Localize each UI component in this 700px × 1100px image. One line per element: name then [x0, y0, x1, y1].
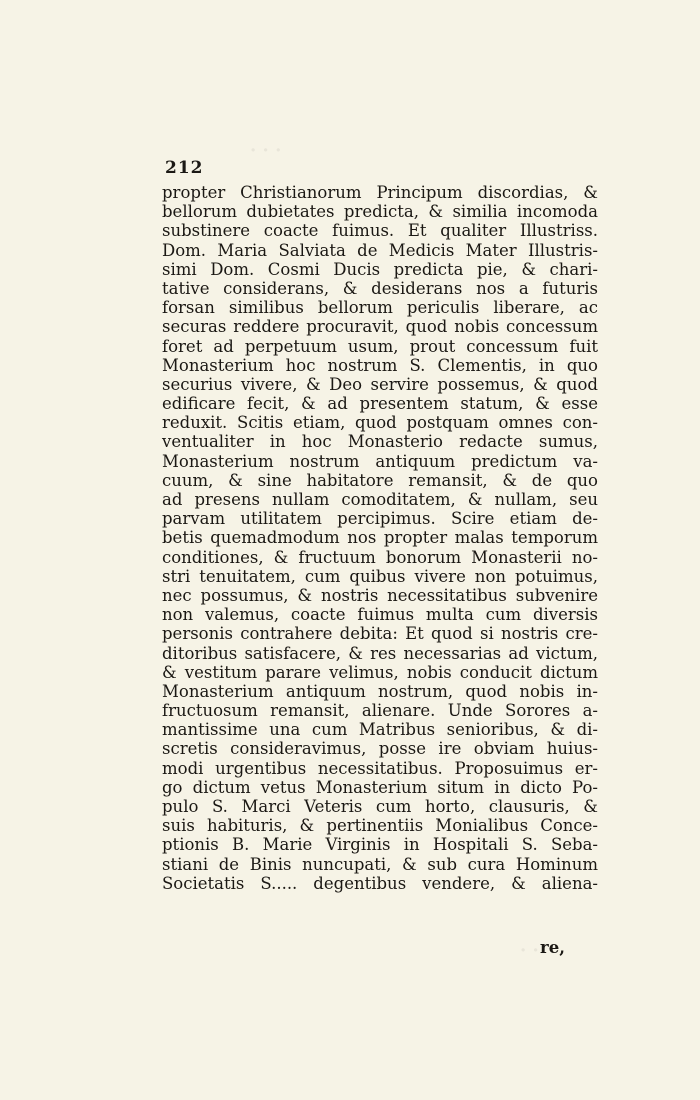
text-line: simi Dom. Cosmi Ducis predicta pie, & chari- [162, 259, 598, 279]
text-line: stiani de Binis nuncupati, & sub cura Hominum [162, 854, 598, 874]
text-line: stri tenuitatem, cum quibus vivere non potuimus, [162, 566, 598, 586]
text-line: ad presens nullam comoditatem, & nullam, seu [162, 490, 598, 509]
text-line: Monasterium antiquum nostrum, quod nobis in- [162, 681, 598, 701]
text-line: & vestitum parare velimus, nobis conducit dictum [162, 662, 598, 682]
text-line: modi urgentibus necessitatibus. Proposuimus er- [162, 758, 598, 778]
text-line: edificare fecit, & ad presentem statum, & esse [162, 394, 598, 414]
text-line: Dom. Maria Salviata de Medicis Mater Illustris- [162, 240, 598, 260]
text-line: parvam utilitatem percipimus. Scire etiam de- [162, 509, 598, 529]
text-line: suis habituris, & pertinentiis Monialibus Conce- [162, 816, 598, 836]
page-number: 212 [165, 158, 204, 178]
text-line: substinere coacte fuimus. Et qualiter Illustriss. [162, 221, 598, 241]
text-line: propter Christianorum Principum discordias, & [162, 183, 598, 202]
text-line: fructuosum remansit, alienare. Unde Sorores a- [162, 701, 598, 721]
text-line: foret ad perpetuum usum, prout concessum fuit [162, 336, 598, 356]
text-line: betis quemadmodum nos propter malas temporum [162, 528, 598, 548]
text-line: go dictum vetus Monasterium situm in dicto Po- [162, 777, 598, 797]
catchword: re, [540, 938, 565, 957]
text-line: securius vivere, & Deo servire possemus, & quod [162, 374, 598, 394]
text-line: ditoribus satisfacere, & res necessarias ad victum, [162, 643, 598, 663]
text-line: bellorum dubietates predicta, & similia incomoda [162, 202, 598, 222]
text-line: nec possumus, & nostris necessitatibus subvenire [162, 585, 598, 605]
text-line: securas reddere procuravit, quod nobis concessum [162, 317, 598, 337]
show-through-text: · · [520, 940, 539, 961]
text-line: Societatis S..... degentibus vendere, & aliena- [162, 873, 598, 893]
text-line: Monasterium nostrum antiquum predictum va- [162, 451, 598, 471]
text-line: forsan similibus bellorum periculis liberare, ac [162, 298, 598, 318]
text-line: reduxit. Scitis etiam, quod postquam omnes con- [162, 413, 598, 433]
text-line: mantissime una cum Matribus senioribus, & di- [162, 720, 598, 740]
text-line: tative considerans, & desiderans nos a futuris [162, 278, 598, 298]
text-line: scretis consideravimus, posse ire obviam huius- [162, 739, 598, 759]
text-line: Monasterium hoc nostrum S. Clementis, in quo [162, 355, 598, 375]
text-line: non valemus, coacte fuimus multa cum diversis [162, 605, 598, 625]
text-line: cuum, & sine habitatore remansit, & de quo [162, 470, 598, 490]
show-through-text: · · · [250, 140, 282, 161]
text-line: ptionis B. Marie Virginis in Hospitali S. Seba- [162, 835, 598, 855]
text-line: pulo S. Marci Veteris cum horto, clausuris, & [162, 797, 598, 816]
body-text [162, 183, 598, 893]
text-line: personis contrahere debita: Et quod si nostris cre- [162, 624, 598, 644]
text-line: conditiones, & fructuum bonorum Monasterii no- [162, 547, 598, 567]
text-line: ventualiter in hoc Monasterio redacte sumus, [162, 432, 598, 452]
